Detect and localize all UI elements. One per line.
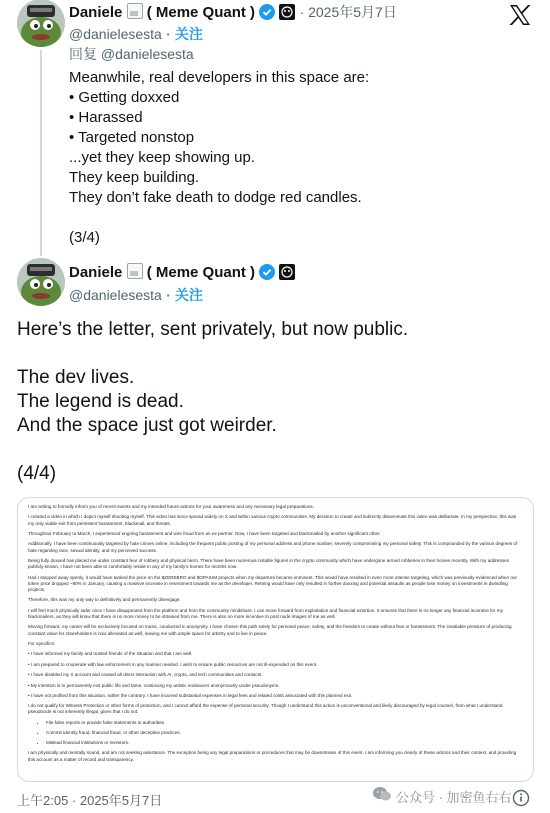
author-display-name: Daniele bbox=[69, 4, 123, 21]
watermark bbox=[372, 786, 512, 807]
info-icon[interactable] bbox=[512, 789, 530, 812]
avatar[interactable] bbox=[17, 258, 65, 306]
letter-paragraph: • I have disabled my X account and ceased all direct interaction with AI, crypto, and tech communities and contacts. bbox=[28, 672, 263, 678]
letter-paragraph: • I have not profited from this situation, rather the contrary. I have incurred substantial expenses in legal fees and related costs associated with this planned exit. bbox=[28, 692, 353, 698]
letter-bullet: • Mislead financial institutions or investors. bbox=[46, 740, 523, 746]
author-handle-row bbox=[69, 24, 203, 44]
letter-paragraph: I do not qualify for Witness Protection or other forms of protection, and I cannot afford the expense of personal security. Though I understand this action is unconventional and likely discouraged by legal counsel, from what I understand pseudocide is not inherently illegal, given that I do not: bbox=[28, 703, 503, 715]
tweet-timestamp[interactable]: 上午2:05 · 2025年5月7日 bbox=[17, 793, 163, 808]
author-display-suffix: ( Meme Quant ) bbox=[146, 4, 256, 21]
letter-content bbox=[18, 498, 533, 763]
author-handle[interactable]: @danielesesta bbox=[69, 287, 162, 303]
letter-bullet: • Commit identity fraud, financial fraud, or other deceptive practices. bbox=[46, 730, 523, 736]
author-name[interactable] bbox=[69, 2, 397, 22]
letter-paragraph: For specifics: bbox=[28, 640, 56, 646]
avatar[interactable] bbox=[17, 0, 65, 47]
x-logo-icon[interactable] bbox=[508, 4, 532, 26]
thread-line bbox=[40, 50, 42, 256]
letter-paragraph: • My intention is to permanently exit public life and fame, continuing my artistic endeavors anonymously under pseudonyms. bbox=[28, 682, 280, 688]
project-logo-icon bbox=[279, 264, 295, 280]
letter-paragraph: • I have informed my family and trusted friends of the situation and that I am well. bbox=[28, 651, 193, 657]
verified-badge-icon bbox=[259, 264, 275, 280]
letter-paragraph: I will feel much physically safer once I have disappeared from the platform and from the community mindshare. I can move forward from exploitation and financial extortion. It ensures that there is no longer any financial incentive for my blackmailers, as they will know that there is no more money to be obtained from me. There is also no more incentive to post nude images of me as well. bbox=[28, 607, 503, 619]
author-handle-row bbox=[69, 285, 203, 305]
broken-image-icon bbox=[127, 3, 143, 19]
author-name[interactable] bbox=[69, 263, 295, 281]
letter-paragraph: Being fully doxxed has placed me under constant fear of robbery and physical harm. There have been numerous notable figures in the crypto community which have undergone armed robberies in their homes recently. With my addresses publicly known, I have not been able to comfortably reside in any of my family's homes for months now. bbox=[28, 557, 509, 570]
follow-button[interactable]: · 关注 bbox=[166, 26, 203, 42]
author-display-suffix: ( Meme Quant ) bbox=[146, 264, 256, 281]
letter-paragraph: Had I stepped away openly, it would have tanked the price on the $ZEREBRO and $OPAIUM projects when my departure became imminent. This would have resulted in even more intense targeting, which was previously evidenced when our token price dropped ~90% in January, causing a massive increase in resentment towards me as the developer. Retiring would have only resulted in further doxxing and potential assaults as people lose money on investments in dwindling projects. bbox=[28, 574, 517, 592]
attached-letter-image[interactable] bbox=[17, 497, 534, 782]
letter-paragraph: Therefore, this was my only way to definitively and permanently disengage. bbox=[28, 597, 181, 603]
watermark-text: 公众号 · 加密鱼右右 bbox=[396, 790, 512, 805]
tweet-text: Meanwhile, real developers in this space are: • Getting doxxed • Harassed • Targeted nonstop ...yet they keep showing up. They keep building. They don’t fake death to dodge red candles. (3/4) bbox=[69, 69, 370, 246]
tweet-date[interactable]: · 2025年5月7日 bbox=[299, 4, 397, 20]
follow-button[interactable]: · 关注 bbox=[166, 287, 203, 303]
letter-paragraph: I created a video in which I depict myself shooting myself. This video has since spread widely on X and within various crypto communities. My decision to create and indirectly disseminate this video was deliberate. In my perspective, this was my only viable exit from persistent harassment, blackmail, and threats. bbox=[28, 514, 517, 526]
letter-paragraph: Throughout February to March, I experienced ongoing harassment and wire fraud from an ex-partner. Now, I have been targeted and blackmailed by another significant other. bbox=[28, 530, 381, 536]
letter-paragraph: I am writing to formally inform you of recent events and my intended future actions for your awareness and any necessary legal preparations. bbox=[28, 504, 314, 509]
letter-bullet: • File false reports or provide false statements to authorities. bbox=[46, 720, 523, 726]
author-handle[interactable]: @danielesesta bbox=[69, 26, 162, 42]
letter-paragraph: Moving forward, my career will be exclusively focused on music, conducted in anonymity. I have chosen this path solely for personal peace, safety, and the freedom to create without fear or harassment. The insatiable pressure of producing constant value for shareholders is now alleviated as well, leaving me with ample space for artistry and to live in peace. bbox=[28, 624, 512, 636]
broken-image-icon bbox=[127, 263, 143, 279]
project-logo-icon bbox=[279, 4, 295, 20]
letter-paragraph: • I am prepared to cooperate with law enforcement in any manner needed. I wish to ensure public resources are not ill-expended on this event. bbox=[28, 661, 318, 667]
author-display-name: Daniele bbox=[69, 264, 123, 281]
verified-badge-icon bbox=[259, 4, 275, 20]
letter-closing: I am physically and mentally sound, and am not seeking assistance. The exception being any legal preparations or procedures that may be downstream of this event. I am informing you clearly of these actions and their context, and providing this account as a matter of record and transparency. bbox=[28, 750, 517, 762]
tweet-text: Here’s the letter, sent privately, but now public. The dev lives. The legend is dead. And the space just got weirder. (4/4) bbox=[17, 319, 409, 484]
letter-bullet-list bbox=[28, 720, 523, 747]
letter-paragraph: Additionally, I have been continuously targeted by hate crimes online, including the frequent public posting of my personal address and phone number, severely compromising my personal safety. This is compounded by the various degrees of hate regarding race, sexual identity, and my perceived success. bbox=[28, 541, 518, 553]
wechat-icon bbox=[372, 786, 392, 807]
reply-context[interactable]: 回复 @danielesesta bbox=[69, 46, 194, 62]
